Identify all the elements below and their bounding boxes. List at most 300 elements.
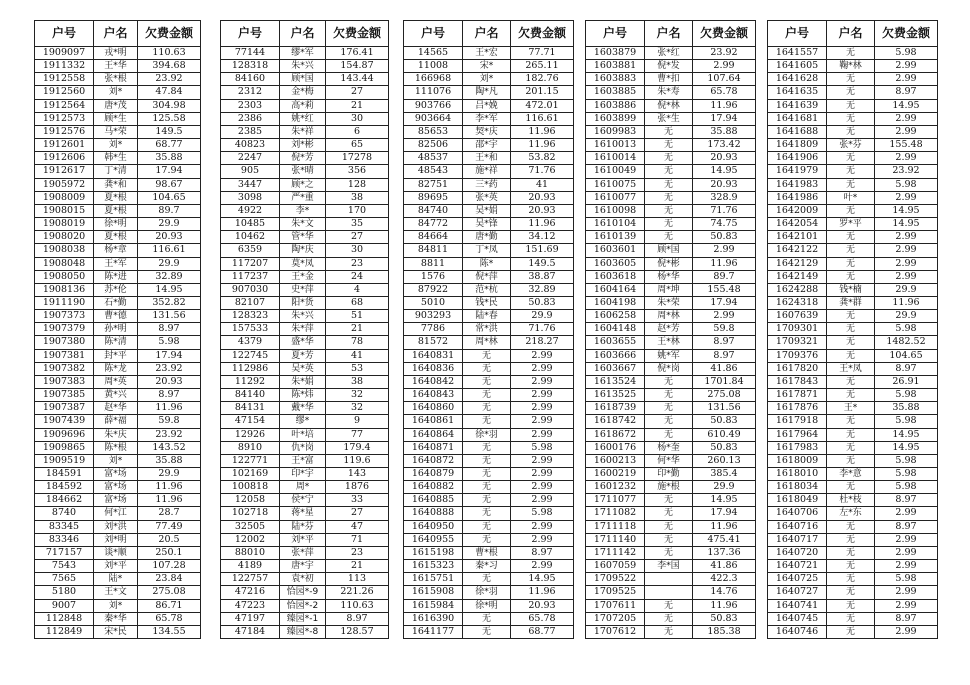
account-no: 1907387: [35, 402, 94, 415]
account-name: 金*梅: [280, 86, 326, 99]
account-name: 刘*平: [280, 533, 326, 546]
account-no: 1908136: [35, 283, 94, 296]
account-name: 吴*英: [280, 362, 326, 375]
table-row: [768, 625, 938, 638]
arrears-amount: 23.92: [138, 362, 201, 375]
table-row: [586, 494, 756, 507]
table-row: [586, 283, 756, 296]
arrears-amount: 2.99: [875, 546, 938, 559]
header-account-no: 户号: [586, 21, 645, 47]
account-name: 戎*明: [94, 47, 138, 60]
arrears-amount: 24: [326, 270, 389, 283]
account-name: 无: [827, 257, 875, 270]
account-name: 李*: [280, 204, 326, 217]
arrears-amount: 41: [326, 349, 389, 362]
account-name: 无: [463, 389, 511, 402]
table-row: [404, 336, 574, 349]
table-row: [221, 60, 389, 73]
account-name: 无: [827, 178, 875, 191]
account-no: 1603605: [586, 257, 645, 270]
account-name: 三*药: [463, 178, 511, 191]
account-name: 刘*: [94, 454, 138, 467]
arrears-amount: 14.95: [693, 165, 756, 178]
arrears-amount: 41.86: [693, 560, 756, 573]
account-no: 1607639: [768, 310, 827, 323]
table-row: [35, 494, 201, 507]
table-row: [35, 507, 201, 520]
table-row: [221, 178, 389, 191]
table-row: [404, 152, 574, 165]
account-name: 陈*龙: [94, 362, 138, 375]
table-row: [768, 546, 938, 559]
arrears-amount: 20.93: [511, 191, 574, 204]
arrears-amount: 128.57: [326, 625, 389, 638]
table-row: [768, 231, 938, 244]
arrears-amount: 8.97: [875, 520, 938, 533]
arrears-table-4: [585, 20, 756, 639]
account-name: 杨*华: [645, 270, 693, 283]
arrears-amount: 2.99: [693, 60, 756, 73]
account-no: 32505: [221, 520, 280, 533]
account-no: 111076: [404, 86, 463, 99]
table-row: [35, 468, 201, 481]
account-name: 朱*荣: [645, 296, 693, 309]
table-row: [35, 375, 201, 388]
arrears-amount: 116.61: [138, 244, 201, 257]
arrears-amount: 2.99: [875, 73, 938, 86]
account-no: 1615323: [404, 560, 463, 573]
table-row: [404, 494, 574, 507]
account-name: 无: [645, 139, 693, 152]
arrears-amount: 23.92: [138, 428, 201, 441]
table-row: [768, 586, 938, 599]
table-row: [221, 47, 389, 60]
arrears-amount: 5.98: [875, 481, 938, 494]
table-row: [404, 612, 574, 625]
account-no: 905: [221, 165, 280, 178]
table-row: [768, 86, 938, 99]
account-no: 89695: [404, 191, 463, 204]
account-name: 无: [463, 494, 511, 507]
account-name: 无: [645, 494, 693, 507]
table-row: [586, 112, 756, 125]
account-no: 102169: [221, 468, 280, 481]
table-row: [221, 454, 389, 467]
table-row: [586, 310, 756, 323]
table-row: [404, 560, 574, 573]
account-no: 1642129: [768, 257, 827, 270]
account-name: 臻园*-1: [280, 612, 326, 625]
arrears-amount: 23.92: [138, 73, 201, 86]
account-no: 1912576: [35, 125, 94, 138]
arrears-amount: 65.78: [138, 612, 201, 625]
account-name: 缪*军: [280, 47, 326, 60]
table-row: [221, 520, 389, 533]
account-no: 1640746: [768, 625, 827, 638]
account-name: 缪*: [280, 415, 326, 428]
arrears-amount: 29.9: [138, 218, 201, 231]
account-no: 1640720: [768, 546, 827, 559]
account-no: 1618034: [768, 481, 827, 494]
account-name: 赵*华: [94, 402, 138, 415]
table-row: [768, 520, 938, 533]
account-name: 无: [827, 112, 875, 125]
account-name: 石*勤: [94, 296, 138, 309]
table-row: [586, 402, 756, 415]
arrears-amount: 74.75: [693, 218, 756, 231]
arrears-amount: 30: [326, 244, 389, 257]
account-no: 1711118: [586, 520, 645, 533]
table-row: [35, 310, 201, 323]
account-no: 1600176: [586, 441, 645, 454]
account-name: 周*英: [94, 375, 138, 388]
arrears-amount: 304.98: [138, 99, 201, 112]
account-no: 1601232: [586, 481, 645, 494]
account-name: 无: [645, 533, 693, 546]
account-no: 1640888: [404, 507, 463, 520]
account-no: 1640872: [404, 454, 463, 467]
arrears-amount: 2.99: [511, 560, 574, 573]
account-no: 84740: [404, 204, 463, 217]
account-no: 1642122: [768, 244, 827, 257]
account-no: 1640842: [404, 375, 463, 388]
arrears-amount: 78: [326, 336, 389, 349]
account-no: 7543: [35, 560, 94, 573]
table-row: [35, 125, 201, 138]
account-no: 48543: [404, 165, 463, 178]
arrears-amount: 9: [326, 415, 389, 428]
account-no: 1907380: [35, 336, 94, 349]
arrears-amount: 47: [326, 520, 389, 533]
arrears-amount: 475.41: [693, 533, 756, 546]
arrears-amount: 11.96: [138, 402, 201, 415]
account-no: 2247: [221, 152, 280, 165]
account-name: 无: [645, 125, 693, 138]
account-name: 谈*顺: [94, 546, 138, 559]
table-row: [221, 336, 389, 349]
table-row: [768, 244, 938, 257]
table-row: [586, 73, 756, 86]
account-no: 11292: [221, 375, 280, 388]
arrears-amount: 14.95: [875, 99, 938, 112]
arrears-amount: 143.52: [138, 441, 201, 454]
arrears-amount: 143.44: [326, 73, 389, 86]
account-no: 40823: [221, 139, 280, 152]
arrears-amount: 20.93: [693, 152, 756, 165]
arrears-amount: 104.65: [138, 191, 201, 204]
account-no: 1617820: [768, 362, 827, 375]
table-header-row: [35, 21, 201, 47]
table-row: [221, 323, 389, 336]
arrears-amount: 5.98: [875, 415, 938, 428]
table-row: [768, 125, 938, 138]
account-name: 刘*明: [94, 533, 138, 546]
account-no: 1603879: [586, 47, 645, 60]
table-row: [221, 507, 389, 520]
account-name: 无: [645, 428, 693, 441]
account-name: 无: [827, 86, 875, 99]
account-no: 1610075: [586, 178, 645, 191]
account-name: 秦*华: [94, 612, 138, 625]
table-row: [586, 441, 756, 454]
arrears-amount: 170: [326, 204, 389, 217]
table-row: [768, 362, 938, 375]
account-name: 刘*: [94, 86, 138, 99]
table-row: [221, 599, 389, 612]
table-row: [768, 270, 938, 283]
table-row: [586, 336, 756, 349]
arrears-amount: 41: [511, 178, 574, 191]
account-no: 1909696: [35, 428, 94, 441]
table-row: [768, 494, 938, 507]
account-name: 无: [645, 231, 693, 244]
table-row: [586, 586, 756, 599]
account-no: 84160: [221, 73, 280, 86]
account-no: 1912573: [35, 112, 94, 125]
account-name: 唐*宇: [280, 560, 326, 573]
account-name: 曹*根: [463, 546, 511, 559]
account-no: 1707611: [586, 599, 645, 612]
table-row: [35, 231, 201, 244]
account-name: 何*华: [645, 454, 693, 467]
arrears-amount: 68.77: [511, 625, 574, 638]
account-name: 范*杭: [463, 283, 511, 296]
arrears-amount: 71: [326, 533, 389, 546]
account-name: 张*晴: [280, 165, 326, 178]
table-row: [586, 60, 756, 73]
account-no: 77144: [221, 47, 280, 60]
account-name: 无: [645, 375, 693, 388]
account-no: 1642101: [768, 231, 827, 244]
account-no: 1640843: [404, 389, 463, 402]
header-account-no: 户号: [221, 21, 280, 47]
table-row: [221, 468, 389, 481]
table-row: [35, 402, 201, 415]
table-row: [35, 481, 201, 494]
table-row: [221, 283, 389, 296]
table-row: [221, 573, 389, 586]
arrears-amount: 250.1: [138, 546, 201, 559]
account-name: 张*萍: [280, 546, 326, 559]
arrears-amount: 149.5: [511, 257, 574, 270]
table-row: [221, 546, 389, 559]
account-no: 1907383: [35, 375, 94, 388]
account-name: 陈*根: [94, 441, 138, 454]
arrears-amount: 119.6: [326, 454, 389, 467]
arrears-amount: 2.99: [875, 586, 938, 599]
arrears-amount: 155.48: [693, 283, 756, 296]
table-row: [586, 270, 756, 283]
arrears-amount: 2.99: [875, 125, 938, 138]
account-no: 1905972: [35, 178, 94, 191]
arrears-amount: 116.61: [511, 112, 574, 125]
account-no: 1640727: [768, 586, 827, 599]
arrears-amount: 23.84: [138, 573, 201, 586]
table-row: [404, 573, 574, 586]
arrears-amount: 2.99: [875, 533, 938, 546]
account-name: 无: [645, 599, 693, 612]
arrears-amount: 68.77: [138, 139, 201, 152]
account-no: 903664: [404, 112, 463, 125]
table-row: [768, 441, 938, 454]
arrears-amount: 8.97: [875, 86, 938, 99]
arrears-amount: 5.98: [511, 441, 574, 454]
account-no: 47223: [221, 599, 280, 612]
table-row: [404, 178, 574, 191]
arrears-amount: 30: [326, 112, 389, 125]
table-row: [35, 560, 201, 573]
arrears-amount: 179.4: [326, 441, 389, 454]
table-row: [586, 204, 756, 217]
account-no: 184662: [35, 494, 94, 507]
account-name: 苏*伦: [94, 283, 138, 296]
arrears-amount: 185.38: [693, 625, 756, 638]
account-name: 张*生: [645, 112, 693, 125]
table-row: [768, 60, 938, 73]
table-row: [404, 507, 574, 520]
account-name: 无: [463, 507, 511, 520]
arrears-amount: 50.83: [693, 231, 756, 244]
table-row: [221, 481, 389, 494]
account-name: 顾*国: [645, 244, 693, 257]
account-name: 王*宏: [463, 47, 511, 60]
account-no: 1642009: [768, 204, 827, 217]
account-no: 112986: [221, 362, 280, 375]
table-row: [221, 86, 389, 99]
table-row: [221, 402, 389, 415]
table-row: [586, 178, 756, 191]
header-account-no: 户号: [404, 21, 463, 47]
account-no: 1640836: [404, 362, 463, 375]
account-name: 倪*芳: [280, 152, 326, 165]
account-name: 无: [645, 204, 693, 217]
arrears-amount: 33: [326, 494, 389, 507]
account-name: 陈*进: [94, 270, 138, 283]
account-name: 无: [827, 586, 875, 599]
account-name: 夏*根: [94, 204, 138, 217]
account-name: 朱*寿: [645, 86, 693, 99]
account-name: 无: [463, 415, 511, 428]
account-no: 1617876: [768, 402, 827, 415]
account-no: 81572: [404, 336, 463, 349]
account-name: 赵*芳: [645, 323, 693, 336]
table-row: [768, 468, 938, 481]
account-no: 3098: [221, 191, 280, 204]
table-row: [404, 86, 574, 99]
account-no: 82751: [404, 178, 463, 191]
table-row: [35, 573, 201, 586]
account-no: 10462: [221, 231, 280, 244]
arrears-amount: 65: [326, 139, 389, 152]
account-name: 张*根: [94, 73, 138, 86]
arrears-amount: 110.63: [326, 599, 389, 612]
arrears-amount: 17.94: [138, 165, 201, 178]
account-name: 陆*春: [463, 310, 511, 323]
account-no: 1576: [404, 270, 463, 283]
account-name: 朱*庆: [94, 428, 138, 441]
arrears-amount: 2.99: [693, 310, 756, 323]
account-no: 1615198: [404, 546, 463, 559]
table-row: [404, 402, 574, 415]
arrears-amount: 11.96: [693, 99, 756, 112]
account-name: 李*意: [827, 468, 875, 481]
account-no: 117237: [221, 270, 280, 283]
account-no: 5180: [35, 586, 94, 599]
table-row: [586, 454, 756, 467]
account-name: 袁*初: [280, 573, 326, 586]
account-no: 102718: [221, 507, 280, 520]
account-no: 1707205: [586, 612, 645, 625]
arrears-amount: 125.58: [138, 112, 201, 125]
arrears-amount: 26.91: [875, 375, 938, 388]
account-no: 8740: [35, 507, 94, 520]
table-row: [586, 599, 756, 612]
table-row: [404, 204, 574, 217]
header-arrears-amount: 欠费金额: [326, 21, 389, 47]
arrears-amount: 50.83: [693, 612, 756, 625]
arrears-amount: 6: [326, 125, 389, 138]
account-no: 184592: [35, 481, 94, 494]
arrears-amount: 27: [326, 86, 389, 99]
arrears-amount: 17278: [326, 152, 389, 165]
table-row: [221, 560, 389, 573]
arrears-amount: 394.68: [138, 60, 201, 73]
account-name: 高*莉: [280, 99, 326, 112]
account-no: 1640745: [768, 612, 827, 625]
account-no: 7786: [404, 323, 463, 336]
table-row: [221, 112, 389, 125]
table-row: [404, 323, 574, 336]
arrears-amount: 2.99: [511, 402, 574, 415]
table-row: [768, 560, 938, 573]
table-row: [404, 283, 574, 296]
table-row: [586, 507, 756, 520]
arrears-amount: 5.98: [875, 468, 938, 481]
table-row: [404, 415, 574, 428]
arrears-amount: 47.84: [138, 86, 201, 99]
account-name: 钱*楠: [827, 283, 875, 296]
table-row: [221, 231, 389, 244]
arrears-amount: 2.99: [511, 454, 574, 467]
account-name: 无: [827, 73, 875, 86]
table-row: [221, 362, 389, 375]
account-no: 122745: [221, 349, 280, 362]
arrears-amount: 2.99: [511, 468, 574, 481]
account-name: 夏*根: [94, 231, 138, 244]
arrears-amount: 21: [326, 323, 389, 336]
arrears-amount: 14.95: [875, 441, 938, 454]
account-name: 印*宇: [280, 468, 326, 481]
table-row: [221, 612, 389, 625]
account-no: 1641628: [768, 73, 827, 86]
account-name: 无: [827, 231, 875, 244]
account-no: 1603885: [586, 86, 645, 99]
table-row: [221, 494, 389, 507]
header-arrears-amount: 欠费金额: [693, 21, 756, 47]
arrears-amount: 182.76: [511, 73, 574, 86]
account-no: 1912601: [35, 139, 94, 152]
arrears-amount: 2.99: [511, 428, 574, 441]
account-name: 无: [827, 47, 875, 60]
table-row: [35, 533, 201, 546]
arrears-amount: 2.99: [511, 481, 574, 494]
account-name: 莫*凤: [280, 257, 326, 270]
account-no: 1610139: [586, 231, 645, 244]
arrears-amount: 50.83: [511, 296, 574, 309]
table-row: [35, 612, 201, 625]
account-no: 1604148: [586, 323, 645, 336]
table-row: [221, 310, 389, 323]
